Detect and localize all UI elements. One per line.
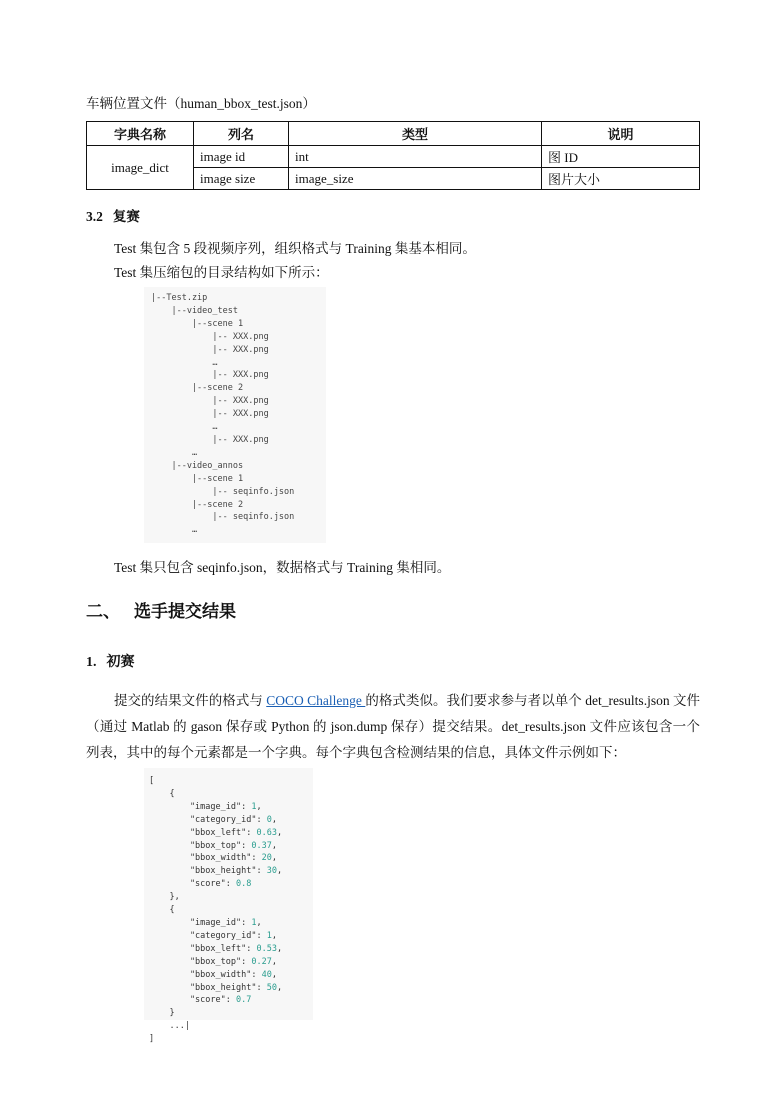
code-line: |-- XXX.png xyxy=(151,370,269,381)
table-header-row xyxy=(87,122,700,146)
code-line: "bbox_height": 50, xyxy=(149,982,283,993)
code-line: { xyxy=(149,905,175,916)
code-line: |--video_annos xyxy=(151,460,244,471)
section-title: 初赛 xyxy=(106,653,135,669)
dict-table xyxy=(86,121,700,190)
code-line: ...| xyxy=(149,1021,190,1032)
code-line: "bbox_top": 0.27, xyxy=(149,956,277,967)
code-line: "bbox_left": 0.63, xyxy=(149,827,283,838)
code-line: [ xyxy=(149,776,155,786)
code-line: |--Test.zip xyxy=(151,293,208,303)
paragraph: Test 集只包含 seqinfo.json，数据格式与 Training 集相同。 xyxy=(114,560,451,575)
section-number: 1. xyxy=(86,655,97,670)
section-title: 复赛 xyxy=(112,209,140,224)
code-line: |-- seqinfo.json xyxy=(151,486,295,497)
code-line: "bbox_width": 40, xyxy=(149,969,277,980)
table-cell: image size xyxy=(194,168,289,190)
code-line: { xyxy=(149,788,175,799)
code-line: "score": 0.8 xyxy=(149,879,252,890)
section-number: 3.2 xyxy=(86,209,103,224)
directory-tree-code-block xyxy=(144,287,326,543)
section-heading-3-2 xyxy=(86,205,140,225)
code-line: |-- XXX.png xyxy=(151,331,269,342)
code-line: "category_id": 0, xyxy=(149,814,277,825)
code-line: |--scene 2 xyxy=(151,499,244,510)
table-header-cell: 说明 xyxy=(542,122,700,146)
code-line: … xyxy=(151,357,218,368)
code-line: "bbox_left": 0.53, xyxy=(149,943,283,954)
paragraph-text: 提交的结果文件的格式与 xyxy=(114,693,267,708)
chapter-title: 选手提交结果 xyxy=(134,602,236,621)
code-line: ] xyxy=(149,1034,155,1045)
code-line: |-- XXX.png xyxy=(151,344,269,355)
table-cell: image id xyxy=(194,146,289,168)
table-header-cell: 类型 xyxy=(289,122,542,146)
code-line: "bbox_height": 30, xyxy=(149,866,283,877)
submission-paragraph xyxy=(86,688,700,766)
paragraph: Test 集包含 5 段视频序列，组织格式与 Training 集基本相同。 xyxy=(114,241,476,256)
paragraph-text: 的格式类似。我们要求参与者以单个 det_results.json 文件（通过 Matlab 的 gason 保存或 Python 的 json.dump 保存）提交结果。det_results.json 文件应该包含一个列表，其中的每个元素都是一个字典。每个字典包含检测结果的信息，具体文件示例如下： xyxy=(86,693,701,760)
dict-name-cell: image_dict xyxy=(87,146,194,190)
code-line: … xyxy=(151,447,198,458)
table-cell: 图 ID xyxy=(542,146,700,168)
table-header-cell: 字典名称 xyxy=(87,122,194,146)
paragraph: Test 集压缩包的目录结构如下所示： xyxy=(114,265,329,280)
table-row xyxy=(87,146,700,168)
code-line: |-- XXX.png xyxy=(151,434,269,445)
code-line: "bbox_top": 0.37, xyxy=(149,840,277,851)
code-line: |--scene 2 xyxy=(151,383,244,394)
code-line: |-- XXX.png xyxy=(151,396,269,407)
code-line: |--scene 1 xyxy=(151,318,244,329)
table-header-cell: 列名 xyxy=(194,122,289,146)
table-cell: int xyxy=(289,146,542,168)
code-line: … xyxy=(151,422,218,433)
code-line: … xyxy=(151,525,198,536)
code-line: "category_id": 1, xyxy=(149,930,277,941)
code-line: "score": 0.7 xyxy=(149,995,252,1006)
code-line: }, xyxy=(149,892,180,903)
code-line: "bbox_width": 20, xyxy=(149,853,277,864)
code-line: |-- XXX.png xyxy=(151,409,269,420)
code-line: |--video_test xyxy=(151,305,238,316)
code-line: "image_id": 1, xyxy=(149,801,262,812)
table-caption: 车辆位置文件（human_bbox_test.json） xyxy=(86,96,316,111)
code-line: |-- seqinfo.json xyxy=(151,512,295,523)
table-cell: 图片大小 xyxy=(542,168,700,190)
table-cell: image_size xyxy=(289,168,542,190)
chapter-number: 二、 xyxy=(86,602,120,621)
json-example-code-block xyxy=(144,768,313,1045)
coco-challenge-link[interactable]: COCO Challenge xyxy=(266,693,366,708)
section-heading-1 xyxy=(86,651,135,671)
chapter-heading xyxy=(86,597,236,622)
code-line: "image_id": 1, xyxy=(149,917,262,928)
code-line: |--scene 1 xyxy=(151,473,244,484)
code-line: } xyxy=(149,1008,175,1019)
